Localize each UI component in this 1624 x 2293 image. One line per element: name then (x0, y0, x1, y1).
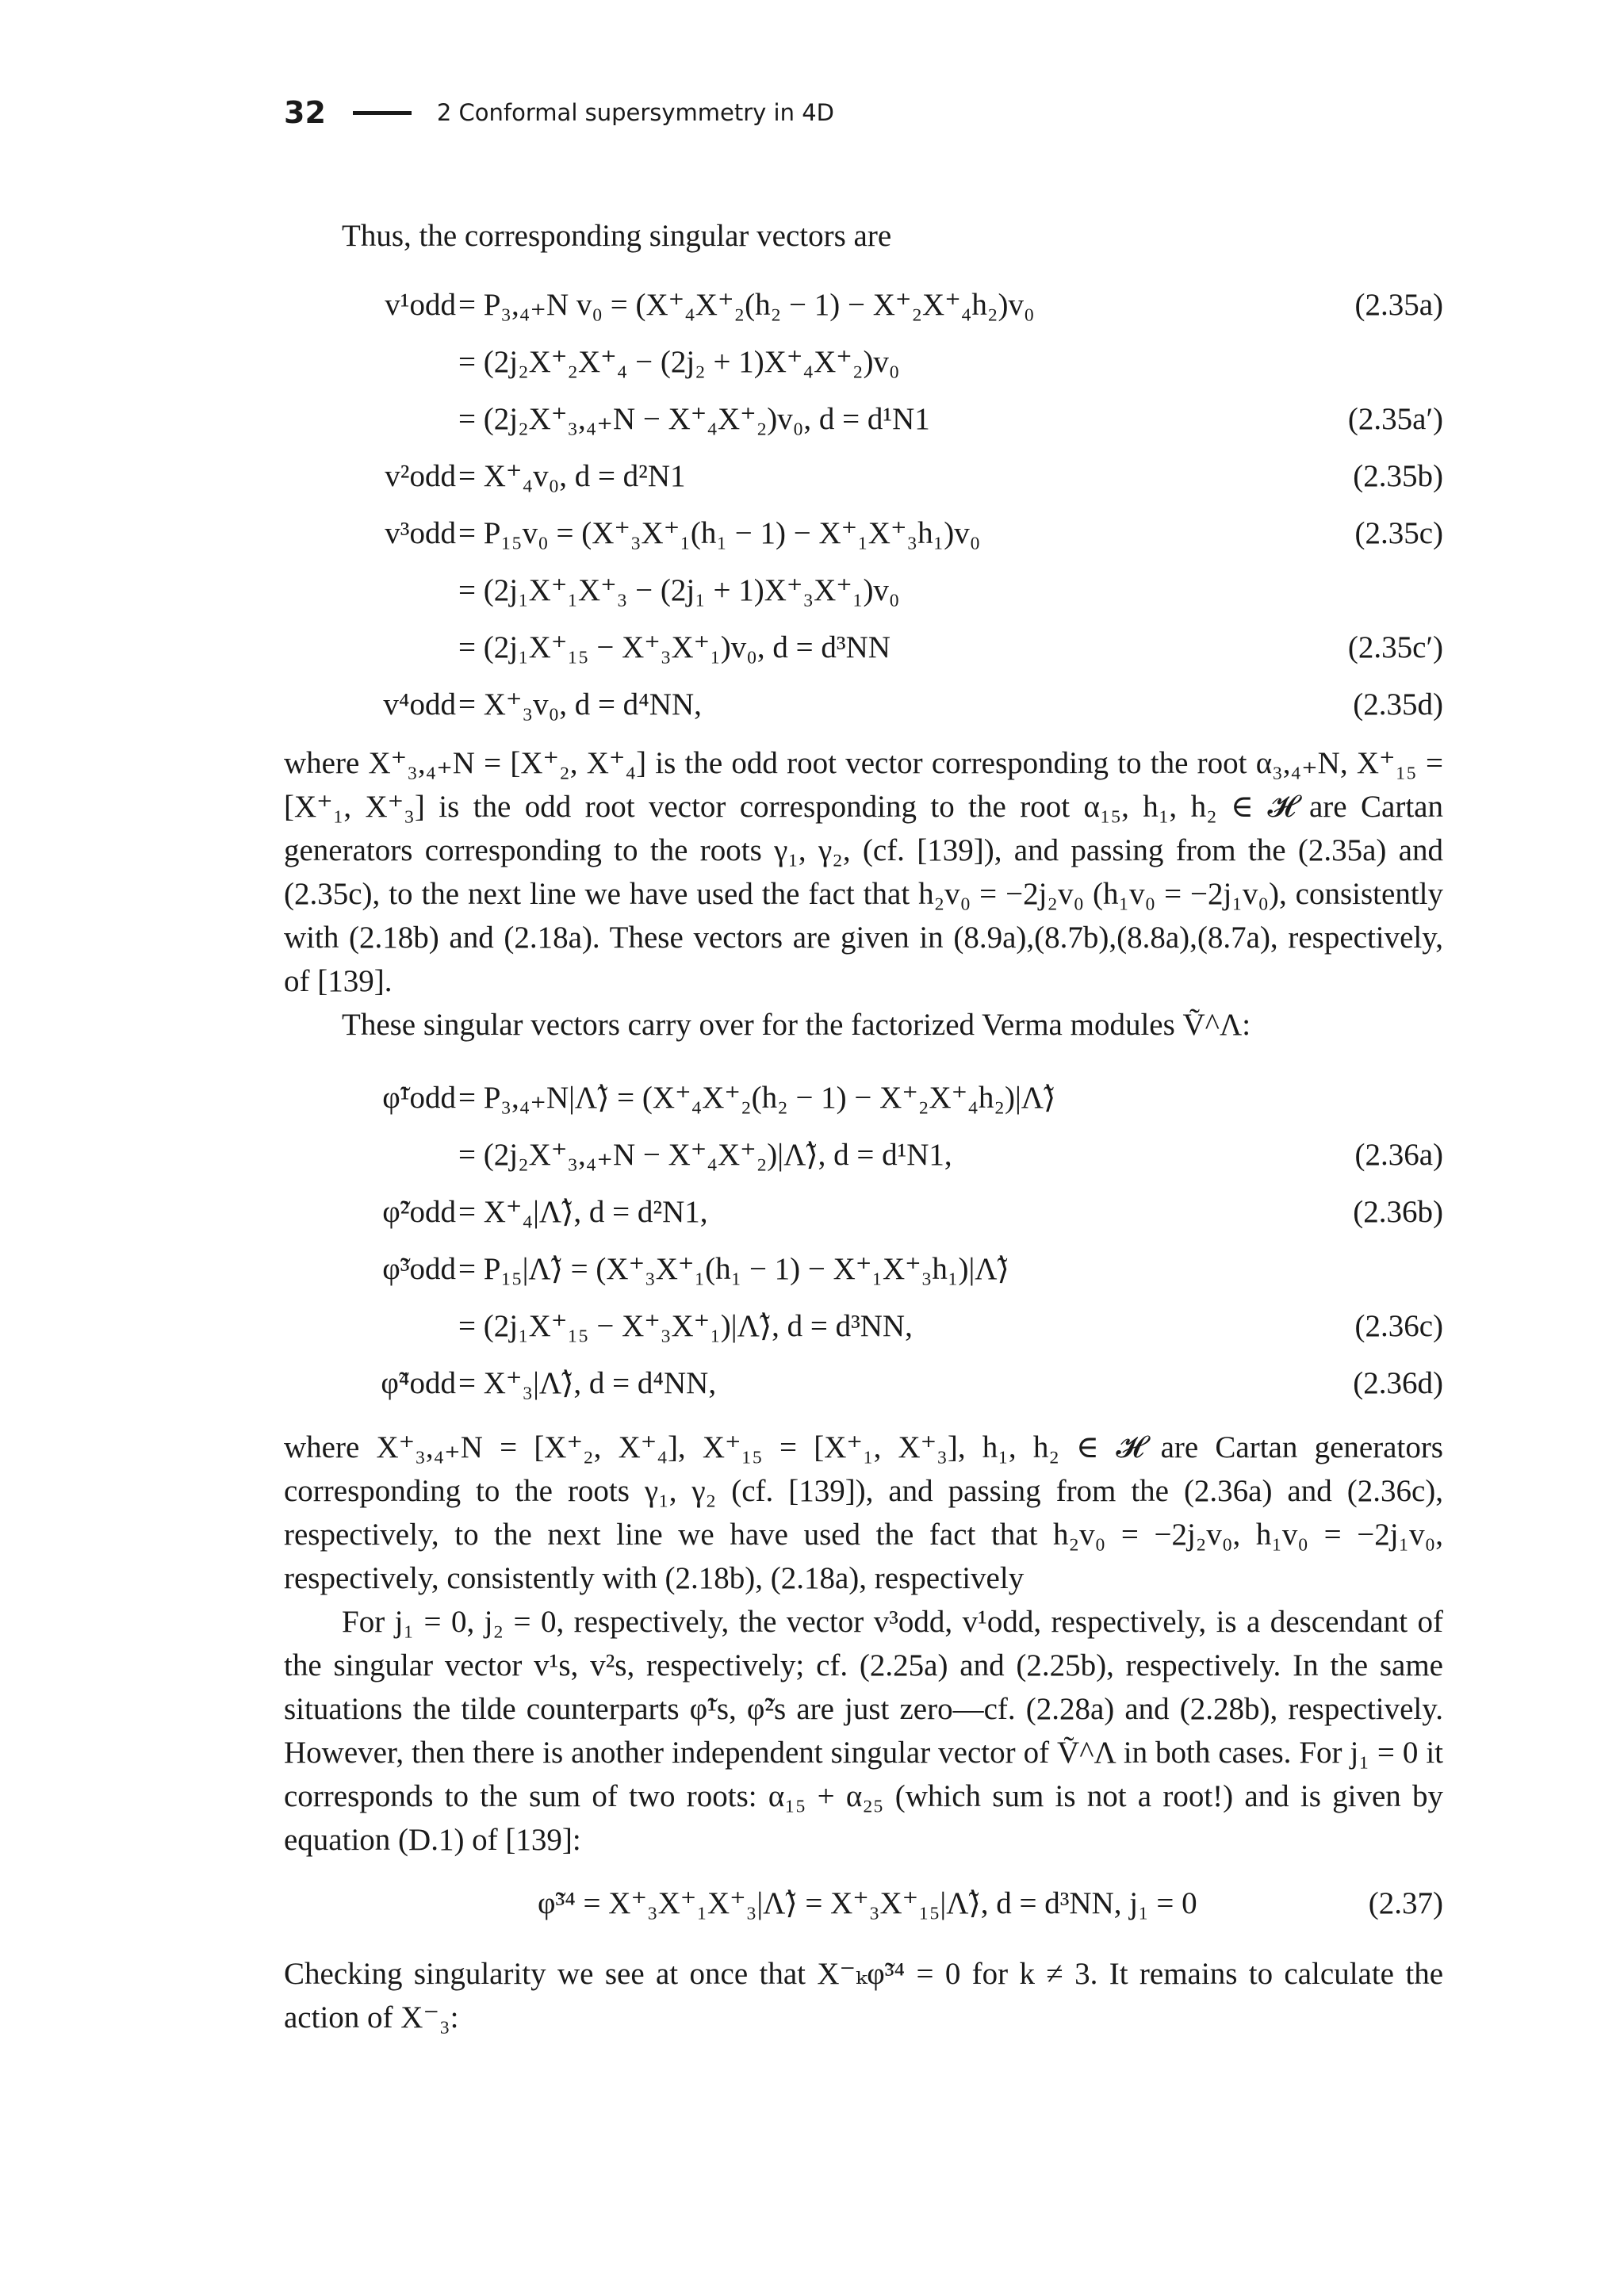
equation-lhs: v¹odd (385, 288, 456, 322)
para-where-1: where X⁺₃,₄₊N = [X⁺₂, X⁺₄] is the odd root vector corresponding to the root α₃,₄₊N, X⁺₁₅ = [X⁺₁, X⁺₃] is the odd root vector corresponding to the root α₁₅, h₁, h₂ ∈ 𝓗 are Cartan generators corresponding to the roots γ₁, γ₂, (cf. [139]), and passing from the (2.35a) and (2.35c), to the next line we have used the fact that h₂v₀ = −2j₂v₀ (h₁v₀ = −2j₁v₀), consistently with (2.18b) and (2.18a). These vectors are given in (8.9a),(8.7b),(8.8a),(8.7a), respectively, of [139]. (284, 746, 1443, 998)
equation-2-37 (284, 1885, 1443, 1929)
equation-line (284, 344, 1443, 388)
para-for-j: For j₁ = 0, j₂ = 0, respectively, the vector v³odd, v¹odd, respectively, is a descendant of the singular vector v¹s, v²s, respectively; cf. (2.25a) and (2.25b), respectively. In the same situations the tilde counterparts φ̃¹s, φ̃²s are just zero—cf. (2.28a) and (2.28b), respectively. However, then there is another independent singular vector of Ṽ^Λ in both cases. For j₁ = 0 it corresponds to the sum of two roots: α₁₅ + α₂₅ (which sum is not a root!) and is given by equation (D.1) of [139]: (284, 1605, 1443, 1857)
equation-line (284, 1137, 1443, 1181)
equation-line (284, 401, 1443, 445)
para-verma: These singular vectors carry over for the factorized Verma modules Ṽ^Λ: (342, 1008, 1251, 1042)
equation-rhs: = X⁺₄|Λ̃⟩, d = d²N1, (458, 1195, 708, 1229)
header-rule (353, 111, 412, 115)
equation-number: (2.35d) (1353, 687, 1443, 722)
paragraph-after-2-36 (284, 1426, 1443, 1862)
equation-lhs: φ̃³odd (382, 1252, 456, 1286)
equation-line (284, 1194, 1443, 1238)
equation-number: (2.35c) (1354, 516, 1443, 550)
equation-line (284, 572, 1443, 616)
equation-rhs: = P₁₅v₀ = (X⁺₃X⁺₁(h₁ − 1) − X⁺₁X⁺₃h₁)v₀ (458, 516, 981, 550)
equation-rhs: = X⁺₄v₀, d = d²N1 (458, 459, 686, 493)
equation-rhs: = (2j₁X⁺₁₅ − X⁺₃X⁺₁)|Λ̃⟩, d = d³NN, (458, 1309, 913, 1343)
equation-number: (2.35a) (1354, 288, 1443, 322)
equation-rhs: φ̃³⁴ = X⁺₃X⁺₁X⁺₃|Λ̃⟩ = X⁺₃X⁺₁₅|Λ̃⟩, d = d³NN, j₁ = 0 (538, 1886, 1197, 1920)
equation-rhs: = P₃,₄₊N v₀ = (X⁺₄X⁺₂(h₂ − 1) − X⁺₂X⁺₄h₂)v₀ (458, 288, 1035, 322)
equation-number: (2.35c′) (1347, 630, 1443, 664)
equation-line (284, 515, 1443, 559)
equation-number: (2.35b) (1353, 459, 1443, 493)
equation-number: (2.36a) (1354, 1138, 1443, 1172)
equation-line (284, 687, 1443, 730)
equation-lhs: v²odd (385, 459, 456, 493)
equation-lhs: v⁴odd (383, 687, 456, 722)
equation-number: (2.36d) (1353, 1366, 1443, 1400)
equation-number: (2.37) (1368, 1886, 1443, 1920)
para-checking: Checking singularity we see at once that X⁻ₖφ̃³⁴ = 0 for k ≠ 3. It remains to calculate the action of X⁻₃: (284, 1957, 1443, 2035)
running-header (284, 89, 834, 136)
equation-lhs: v³odd (385, 516, 456, 550)
equation-rhs: = P₃,₄₊N|Λ̃⟩ = (X⁺₄X⁺₂(h₂ − 1) − X⁺₂X⁺₄h₂)|Λ̃⟩ (458, 1081, 1056, 1115)
equation-rhs: = (2j₂X⁺₃,₄₊N − X⁺₄X⁺₂)|Λ̃⟩, d = d¹N1, (458, 1138, 952, 1172)
equation-rhs: = X⁺₃|Λ̃⟩, d = d⁴NN, (458, 1366, 717, 1400)
equation-rhs: = (2j₂X⁺₃,₄₊N − X⁺₄X⁺₂)v₀, d = d¹N1 (458, 402, 930, 436)
equation-line (284, 1080, 1443, 1124)
paragraph-final (284, 1952, 1443, 2039)
equation-rhs: = (2j₁X⁺₁₅ − X⁺₃X⁺₁)v₀, d = d³NN (458, 630, 891, 664)
chapter-title: 2 Conformal supersymmetry in 4D (436, 99, 834, 126)
equation-line (284, 1308, 1443, 1352)
equation-rhs: = (2j₂X⁺₂X⁺₄ − (2j₂ + 1)X⁺₄X⁺₂)v₀ (458, 345, 900, 379)
equation-rhs: = P₁₅|Λ̃⟩ = (X⁺₃X⁺₁(h₁ − 1) − X⁺₁X⁺₃h₁)|Λ̃⟩ (458, 1252, 1009, 1286)
equation-number: (2.35a′) (1347, 402, 1443, 436)
equation-number: (2.36b) (1353, 1195, 1443, 1229)
equation-lhs: φ̃⁴odd (381, 1366, 456, 1400)
page-number: 32 (284, 95, 326, 130)
equation-lhs: φ̃²odd (382, 1195, 456, 1229)
paragraph-after-2-35 (284, 741, 1443, 1047)
equation-lhs: φ̃¹odd (382, 1081, 456, 1115)
equation-rhs: = (2j₁X⁺₁X⁺₃ − (2j₁ + 1)X⁺₃X⁺₁)v₀ (458, 573, 900, 607)
equation-line (284, 287, 1443, 331)
intro-paragraph (284, 214, 1443, 258)
intro-text: Thus, the corresponding singular vectors are (342, 219, 892, 253)
para-where-2: where X⁺₃,₄₊N = [X⁺₂, X⁺₄], X⁺₁₅ = [X⁺₁, X⁺₃], h₁, h₂ ∈ 𝓗 are Cartan generators corresponding to the roots γ₁, γ₂ (cf. [139]), and passing from the (2.36a) and (2.36c), respectively, to the next line we have used the fact that h₂v₀ = −2j₂v₀, h₁v₀ = −2j₁v₀, respectively, consistently with (2.18b), (2.18a), respectively (284, 1430, 1443, 1595)
equation-rhs: = X⁺₃v₀, d = d⁴NN, (458, 687, 702, 722)
equation-line (284, 1251, 1443, 1295)
equation-line (284, 458, 1443, 502)
equation-line (284, 1365, 1443, 1409)
equation-line (284, 630, 1443, 673)
equation-number: (2.36c) (1354, 1309, 1443, 1343)
